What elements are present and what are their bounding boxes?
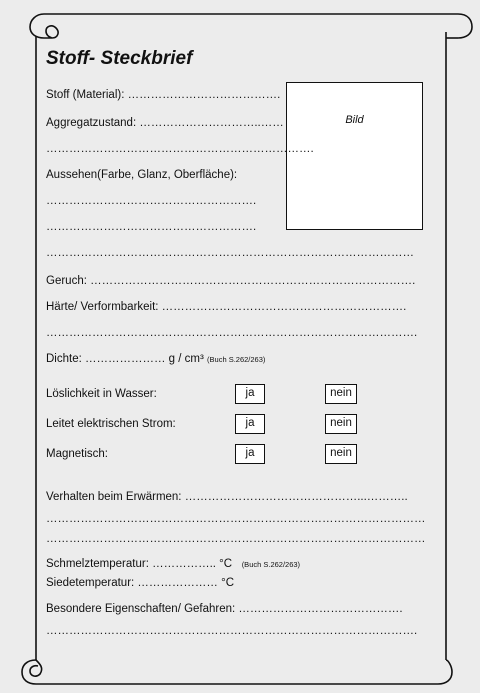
conductivity-yes-box[interactable]: ja xyxy=(235,414,265,434)
melting-text: Schmelztemperatur: …………….. °C xyxy=(46,558,233,570)
magnetic-label: Magnetisch: xyxy=(46,448,109,460)
density-reference: (Buch S.262/263) xyxy=(207,355,266,364)
material-line: Stoff (Material): …………………………………. xyxy=(46,89,281,101)
appearance-label: Aussehen(Farbe, Glanz, Oberfläche): xyxy=(46,169,238,181)
density-text: Dichte: ………………… g / cm³ xyxy=(46,353,204,365)
photo-box xyxy=(286,82,423,230)
blank-line: ………………………………………………. xyxy=(46,221,257,233)
melting-line xyxy=(46,557,300,572)
aggregate-line: Aggregatzustand: …………………………..…… xyxy=(46,117,284,129)
magnetic-yes-box[interactable]: ja xyxy=(235,444,265,464)
density-line xyxy=(46,352,265,367)
blank-line: ………………………………………………. xyxy=(46,195,257,207)
conductivity-no-box[interactable]: nein xyxy=(325,414,357,434)
solubility-label: Löslichkeit in Wasser: xyxy=(46,388,157,400)
blank-line: ……………………………………………………………………………………. xyxy=(46,327,418,339)
blank-line: ……………………………………………………………………………………… xyxy=(46,533,426,545)
boiling-line: Siedetemperatur: ………………… °C xyxy=(46,577,235,589)
blank-line: ……………………………………………………………………………………. xyxy=(46,625,418,637)
solubility-no-box[interactable]: nein xyxy=(325,384,357,404)
melting-reference: (Buch S.262/263) xyxy=(241,560,301,569)
smell-line: Geruch: …………………………………………………………………………. xyxy=(46,275,416,287)
magnetic-no-box[interactable]: nein xyxy=(325,444,357,464)
blank-line: ……………………………………………………………………………………… xyxy=(46,513,426,525)
hardness-line: Härte/ Verformbarkeit: ………………………………………………………. xyxy=(46,301,407,313)
blank-line: ……………………………………………………………. xyxy=(46,143,314,155)
conductivity-label: Leitet elektrischen Strom: xyxy=(46,418,176,430)
blank-line: …………………………………………………………………………………… xyxy=(46,247,414,259)
special-properties-line: Besondere Eigenschaften/ Gefahren: ……………………………………. xyxy=(46,603,403,615)
page-title: Stoff- Steckbrief xyxy=(46,48,193,69)
photo-label: Bild xyxy=(345,114,364,126)
solubility-yes-box[interactable]: ja xyxy=(235,384,265,404)
heating-behavior-line: Verhalten beim Erwärmen: ………………………………………...……….. xyxy=(46,491,408,503)
